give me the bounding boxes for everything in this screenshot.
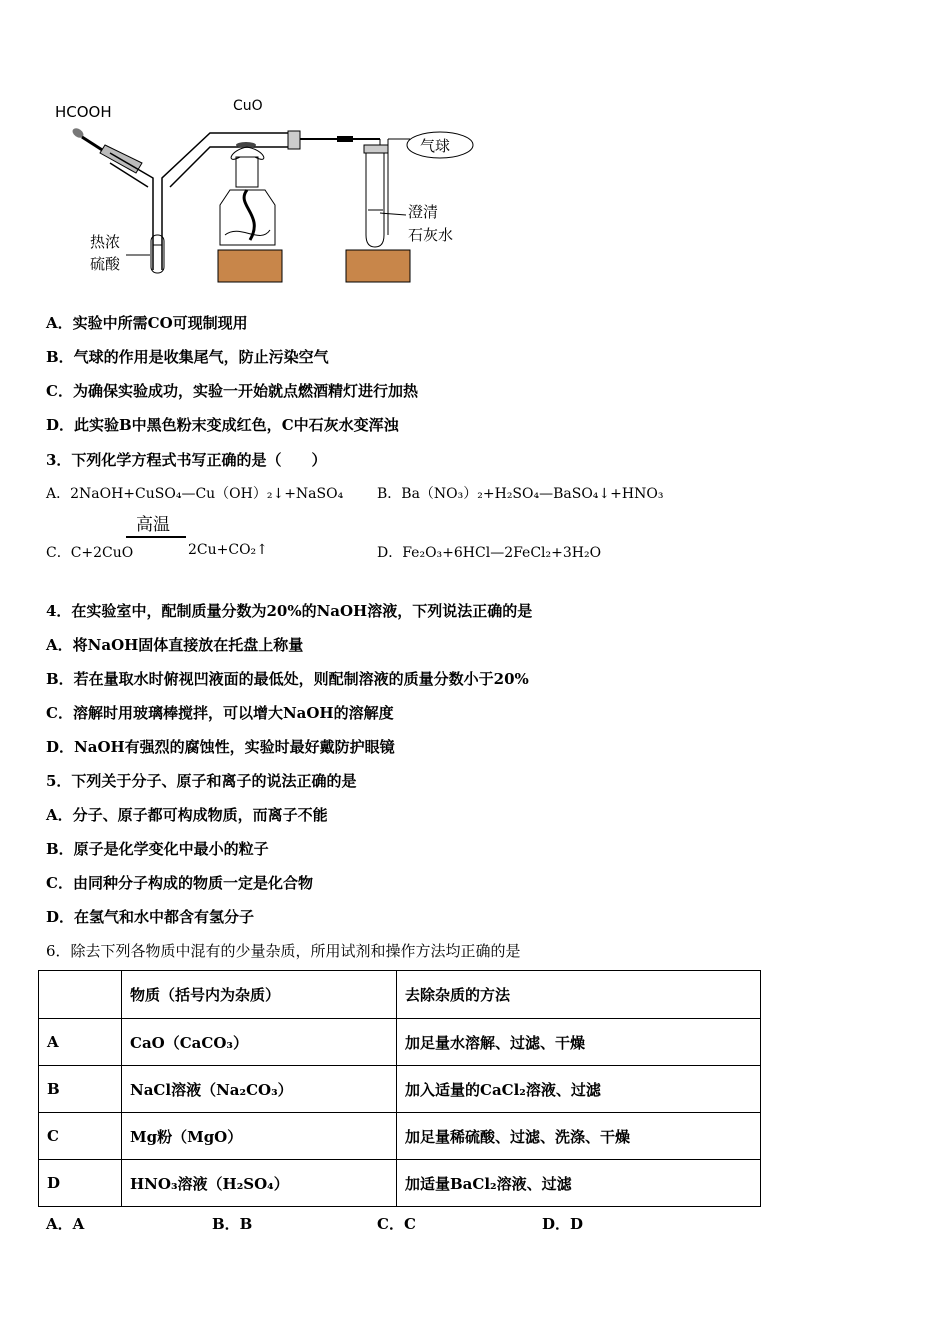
table-header-cell: 去除杂质的方法 xyxy=(397,971,761,1019)
label-lime-1: 澄清 xyxy=(408,203,439,221)
label-balloon: 气球 xyxy=(420,137,451,155)
label-acid-1: 热浓 xyxy=(90,233,121,251)
table-header-row xyxy=(39,971,761,1019)
q3-condition-bar xyxy=(126,536,186,538)
q5-stem: 5．下列关于分子、原子和离子的说法正确的是 xyxy=(46,772,357,790)
q5-option-d: D．在氢气和水中都含有氢分子 xyxy=(46,908,255,926)
table-cell: NaCl溶液（Na₂CO₃） xyxy=(122,1066,397,1113)
q2-option-c: C．为确保实验成功，实验一开始就点燃酒精灯进行加热 xyxy=(46,382,418,400)
q6-stem: 6．除去下列各物质中混有的少量杂质，所用试剂和操作方法均正确的是 xyxy=(46,942,521,960)
q5-option-a: A．分子、原子都可构成物质，而离子不能 xyxy=(46,806,328,824)
label-hcooh: HCOOH xyxy=(55,103,112,121)
label-cuo: CuO xyxy=(233,98,263,114)
q5-option-b: B．原子是化学变化中最小的粒子 xyxy=(46,840,269,858)
q5-option-c: C．由同种分子构成的物质一定是化合物 xyxy=(46,874,313,892)
table-row xyxy=(39,1019,761,1066)
table-header-cell: 物质（括号内为杂质） xyxy=(122,971,397,1019)
q2-option-d: D．此实验B中黑色粉末变成红色，C中石灰水变浑浊 xyxy=(46,416,399,434)
q6-answer-d: D．D xyxy=(542,1215,584,1233)
table-row xyxy=(39,1066,761,1113)
table-cell: CaO（CaCO₃） xyxy=(122,1019,397,1066)
table-cell: C xyxy=(39,1113,122,1160)
table-row xyxy=(39,1160,761,1207)
table-header-cell xyxy=(39,971,122,1019)
q6-answer-a: A．A xyxy=(46,1215,85,1233)
table-cell: D xyxy=(39,1160,122,1207)
q4-option-a: A．将NaOH固体直接放在托盘上称量 xyxy=(46,636,304,654)
table-cell: 加适量BaCl₂溶液、过滤 xyxy=(397,1160,761,1207)
q2-option-a: A．实验中所需CO可现制现用 xyxy=(46,314,248,332)
table-cell: 加足量稀硫酸、过滤、洗涤、干燥 xyxy=(397,1113,761,1160)
q3-option-d: D．Fe₂O₃+6HCl—2FeCl₂+3H₂O xyxy=(377,545,602,561)
table-row xyxy=(39,1113,761,1160)
q6-table xyxy=(38,970,761,1207)
q4-option-c: C．溶解时用玻璃棒搅拌，可以增大NaOH的溶解度 xyxy=(46,704,394,722)
table-cell: B xyxy=(39,1066,122,1113)
q3-option-a: A．2NaOH+CuSO₄—Cu（OH）₂↓+NaSO₄ xyxy=(46,486,344,502)
table-cell: HNO₃溶液（H₂SO₄） xyxy=(122,1160,397,1207)
q3-stem: 3．下列化学方程式书写正确的是（ ） xyxy=(46,451,327,469)
table-cell: A xyxy=(39,1019,122,1066)
q3-condition: 高温 xyxy=(136,515,170,535)
label-lime-2: 石灰水 xyxy=(408,226,454,244)
table-cell: Mg粉（MgO） xyxy=(122,1113,397,1160)
q4-option-d: D．NaOH有强烈的腐蚀性，实验时最好戴防护眼镜 xyxy=(46,738,395,756)
table-cell: 加足量水溶解、过滤、干燥 xyxy=(397,1019,761,1066)
q2-option-b: B．气球的作用是收集尾气，防止污染空气 xyxy=(46,348,329,366)
q3-option-c-right: 2Cu+CO₂↑ xyxy=(188,542,268,558)
q4-stem: 4．在实验室中，配制质量分数为20%的NaOH溶液，下列说法正确的是 xyxy=(46,602,533,620)
label-acid-2: 硫酸 xyxy=(90,255,121,273)
q3-option-b: B．Ba（NO₃）₂+H₂SO₄—BaSO₄↓+HNO₃ xyxy=(377,486,664,502)
table-cell: 加入适量的CaCl₂溶液、过滤 xyxy=(397,1066,761,1113)
q3-option-c-left: C．C+2CuO xyxy=(46,545,134,561)
q6-answer-c: C．C xyxy=(377,1215,416,1233)
apparatus-diagram xyxy=(50,95,480,285)
q4-option-b: B．若在量取水时俯视凹液面的最低处，则配制溶液的质量分数小于20% xyxy=(46,670,529,688)
q6-answer-b: B．B xyxy=(212,1215,253,1233)
